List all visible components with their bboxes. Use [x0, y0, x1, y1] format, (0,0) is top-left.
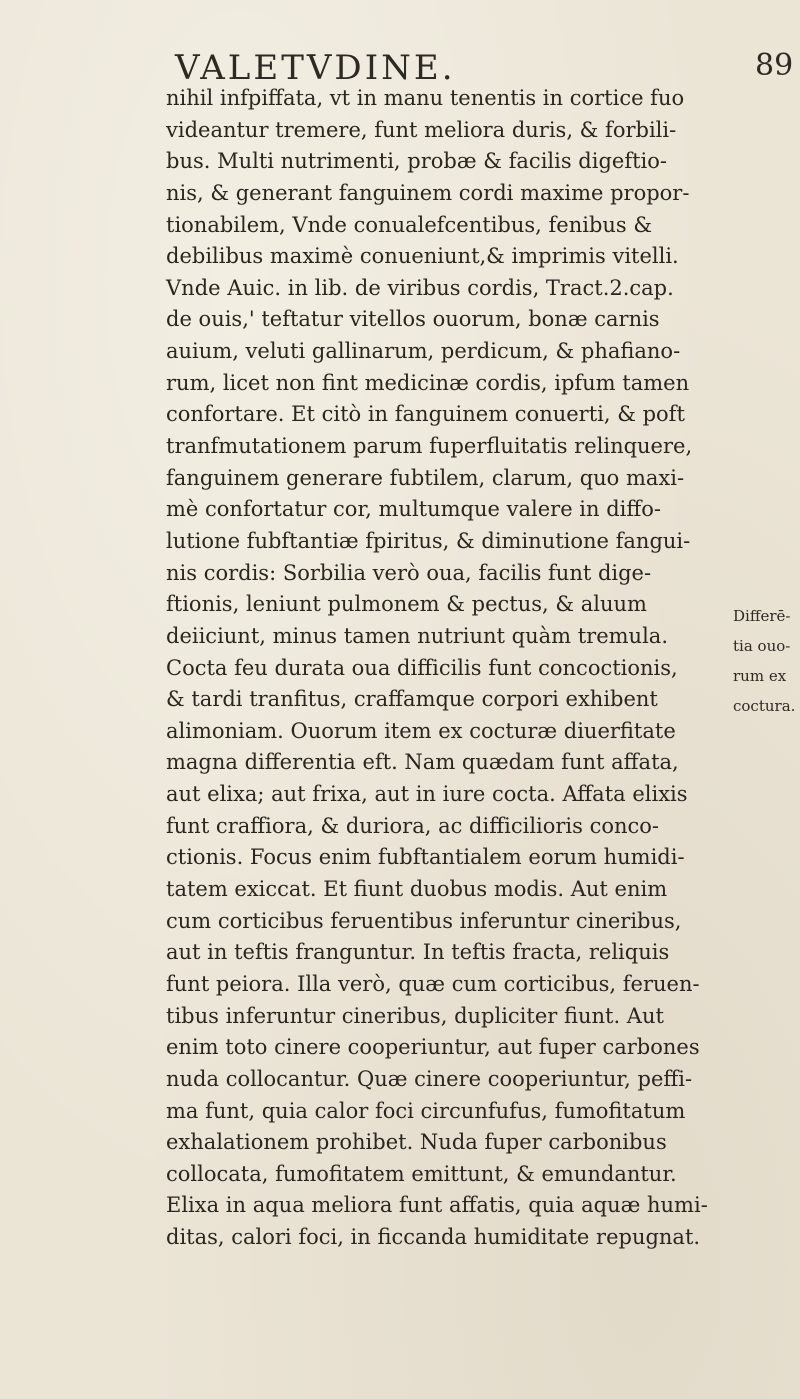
text-line: lutione fubftantiæ fpiritus, & diminutione fangui-	[166, 528, 691, 553]
text-line: nihil infpiffata, vt in manu tenentis in cortice fuo	[166, 86, 685, 110]
text-line: ma funt, quia calor foci circunfufus, fumofitatum	[166, 1098, 686, 1123]
text-line: de ouis,' teftatur vitellos ouorum, bonæ carnis	[166, 307, 660, 332]
text-line: auium, veluti gallinarum, perdicum, & phafiano-	[166, 339, 681, 364]
text-line: Cocta feu durata oua difficilis funt concoctionis,	[166, 655, 678, 680]
text-line: tionabilem, Vnde conualefcentibus, fenibus &	[166, 212, 653, 237]
margin-note-line: rum ex	[733, 667, 787, 685]
margin-note-line: coctura.	[733, 697, 796, 715]
text-line: funt peiora. Illa verò, quæ cum corticibus, feruen-	[166, 971, 700, 996]
text-line: alimoniam. Ouorum item ex cocturæ diuerfitate	[166, 718, 676, 743]
text-line: bus. Multi nutrimenti, probæ & facilis digeftio-	[166, 149, 667, 174]
text-line: nis cordis: Sorbilia verò oua, facilis funt dige-	[166, 560, 652, 585]
text-line: enim toto cinere cooperiuntur, aut fuper carbones	[166, 1035, 700, 1060]
text-line: nis, & generant fanguinem cordi maxime propor-	[166, 180, 690, 205]
text-line: videantur tremere, funt meliora duris, & forbili-	[166, 117, 677, 142]
text-line: confortare. Et citò in fanguinem conuerti, & poft	[166, 402, 685, 427]
text-line: Elixa in aqua meliora funt affatis, quia aquæ humi-	[166, 1193, 708, 1218]
text-line: tatem exiccat. Et fiunt duobus modis. Aut enim	[166, 877, 668, 902]
body-text	[166, 83, 726, 1254]
text-line: aut elixa; aut frixa, aut in iure cocta. Affata elixis	[166, 782, 688, 807]
running-head	[175, 48, 794, 88]
text-line: funt craffiora, & duriora, ac difficilioris conco-	[166, 813, 660, 838]
text-line: ftionis, leniunt pulmonem & pectus, & aluum	[166, 592, 647, 617]
page-number: 89	[755, 48, 794, 83]
text-line: ditas, calori foci, in ficcanda humiditate repugnat.	[166, 1225, 701, 1250]
text-line: fanguinem generare fubtilem, clarum, quo maxi-	[166, 465, 685, 490]
text-line: exhalationem prohibet. Nuda fuper carbonibus	[166, 1130, 667, 1155]
margin-note-line: Differē-	[733, 607, 791, 625]
text-line: ctionis. Focus enim fubftantialem eorum humidi-	[166, 845, 685, 870]
text-line: rum, licet non fint medicinæ cordis, ipfum tamen	[166, 370, 690, 395]
text-line: cum corticibus feruentibus inferuntur cineribus,	[166, 908, 682, 933]
text-line: & tardi tranfitus, craffamque corpori exhibent	[166, 687, 658, 712]
text-line: magna differentia eft. Nam quædam funt affata,	[166, 750, 679, 775]
text-line: aut in teftis franguntur. In teftis fracta, reliquis	[166, 940, 670, 965]
marginal-note	[733, 601, 800, 721]
text-line: debilibus maximè conueniunt,& imprimis vitelli.	[166, 244, 679, 269]
text-line: mè confortatur cor, multumque valere in diffo-	[166, 497, 662, 522]
text-line: Vnde Auic. in lib. de viribus cordis, Tract.2.cap.	[166, 275, 674, 300]
text-line: collocata, fumofitatem emittunt, & emundantur.	[166, 1161, 677, 1186]
text-line: tranfmutationem parum fuperfluitatis relinquere,	[166, 434, 693, 459]
text-line: nuda collocantur. Quæ cinere cooperiuntur, peffi-	[166, 1066, 693, 1091]
text-line: deiiciunt, minus tamen nutriunt quàm tremula.	[166, 623, 668, 648]
text-line: tibus inferuntur cineribus, dupliciter fiunt. Aut	[166, 1003, 664, 1028]
running-title: VALETVDINE.	[175, 48, 456, 88]
margin-note-line: tia ouo-	[733, 637, 791, 655]
